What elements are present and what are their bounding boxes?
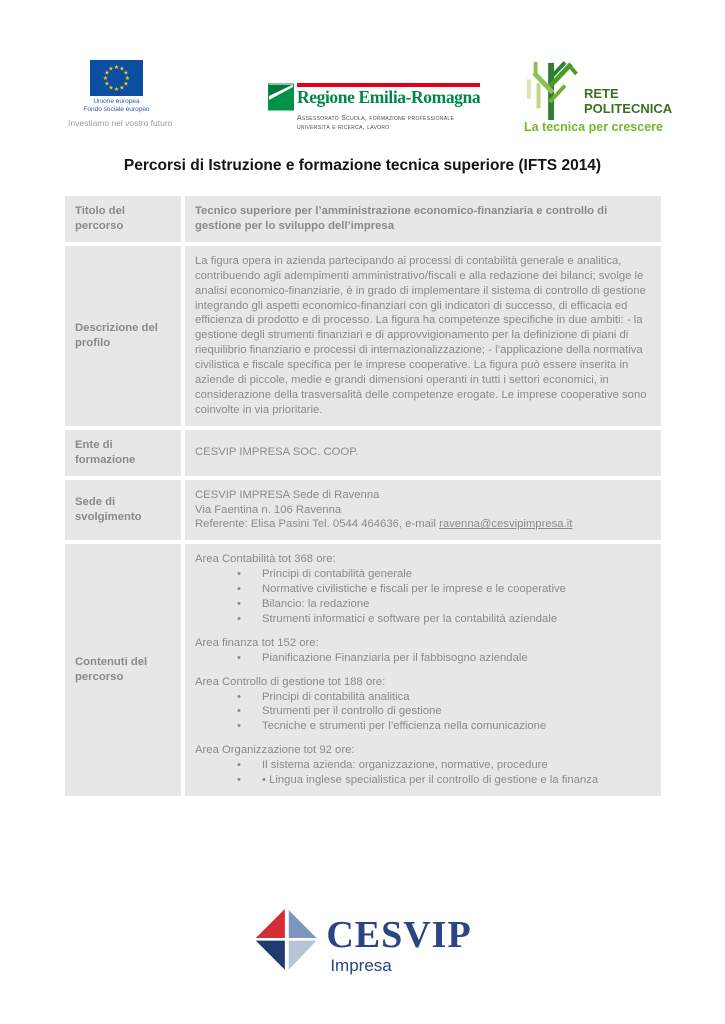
eu-caption-line1: Unione europea bbox=[93, 98, 140, 105]
regione-department bbox=[297, 114, 480, 133]
svg-text:★: ★ bbox=[123, 69, 129, 77]
sede-line1: CESVIP IMPRESA Sede di Ravenna bbox=[195, 488, 380, 501]
svg-text:★: ★ bbox=[119, 84, 125, 92]
svg-text:★: ★ bbox=[124, 75, 131, 82]
content-section-contabilita bbox=[195, 552, 651, 627]
svg-text:★: ★ bbox=[123, 80, 129, 88]
eu-flag-icon bbox=[90, 60, 143, 96]
list-item: • Tecniche e strumenti per l’efficienza nella comunicazione bbox=[195, 719, 651, 734]
svg-text:★: ★ bbox=[102, 75, 109, 82]
eu-logo bbox=[68, 60, 228, 128]
regione-logo bbox=[268, 83, 480, 133]
cesvip-brand-text: CESVIP bbox=[326, 914, 472, 956]
list-item: • • Lingua inglese specialistica per il controllo di gestione e la finanza bbox=[195, 773, 651, 788]
section-heading: Area finanza tot 152 ore: bbox=[195, 636, 319, 649]
row-value-ente: CESVIP IMPRESA SOC. COOP. bbox=[185, 430, 661, 476]
eu-tagline: Investiamo nel vostro futuro bbox=[68, 117, 173, 128]
rete-politecnica-name bbox=[584, 87, 672, 116]
table-row-contenuti bbox=[65, 544, 661, 796]
rete-politecnica-logo bbox=[524, 56, 674, 134]
email-link[interactable]: ravenna@cesvipimpresa.it bbox=[439, 518, 573, 531]
list-item: • Bilancio: la redazione bbox=[195, 597, 651, 612]
section-heading: Area Organizzazione tot 92 ore: bbox=[195, 744, 355, 757]
svg-text:★: ★ bbox=[108, 84, 114, 92]
row-value-titolo: Tecnico superiore per l’amministrazione economico-finanziaria e controllo di gestione per lo sviluppo dell’impresa bbox=[185, 196, 661, 242]
row-label-titolo: Titolo del percorso bbox=[65, 196, 181, 242]
sede-line3-prefix: Referente: Elisa Pasini Tel. 0544 464636, e-mail bbox=[195, 518, 440, 531]
cesvip-logo bbox=[253, 903, 471, 977]
list-item: • Principi di contabilità analitica bbox=[195, 690, 651, 705]
content-section-controllo bbox=[195, 675, 651, 735]
list-item: • Strumenti per il controllo di gestione bbox=[195, 704, 651, 719]
svg-text:★: ★ bbox=[104, 80, 110, 88]
row-value-sede bbox=[185, 480, 661, 541]
regione-dept-line2: università e ricerca, lavoro bbox=[297, 124, 390, 132]
section-heading: Area Controllo di gestione tot 188 ore: bbox=[195, 675, 386, 688]
svg-text:★: ★ bbox=[108, 65, 114, 73]
svg-text:★: ★ bbox=[119, 65, 125, 73]
row-value-contenuti bbox=[185, 544, 661, 796]
row-label-contenuti: Contenuti del percorso bbox=[65, 544, 181, 796]
rete-name-line1: RETE bbox=[584, 86, 619, 102]
table-row-titolo bbox=[65, 196, 661, 242]
row-value-descrizione: La figura opera in azienda partecipando ai processi di contabilità generale e analitica, contribuendo agli adempimenti amministrativo/fiscali e alla redazione dei bilanci; svolge le analisi economico-finanziarie, è in grado di implementare il sistema di controllo di gestione integrando gli aspetti economico-finanziari con gli indicatori di successo, di efficacia ed efficienza di prodotto e di processo. La figura ha competenze specifiche in due ambiti: - la gestione degli strumenti finanziari e di approvvigionamento per la definizione di piani di riequilibrio finanziario e processi di internazionalizzazione; - l’applicazione della normativa civilistica e fiscale specifica per le imprese cooperative. La figura può essere inserita in aziende di piccole, medie e grandi dimensioni operanti in tutti i settori economici, in considerazione della trasversalità delle competenze erogate. Le imprese cooperative sono coinvolte in via prioritarie. bbox=[185, 246, 661, 426]
rete-name-line2: POLITECNICA bbox=[584, 100, 673, 116]
svg-text:★: ★ bbox=[113, 86, 120, 93]
rete-politecnica-tree-icon bbox=[524, 56, 582, 120]
list-item: • Principi di contabilità generale bbox=[195, 567, 651, 582]
svg-text:★: ★ bbox=[113, 64, 120, 71]
list-item: • Normative civilistiche e fiscali per le imprese e le cooperative bbox=[195, 582, 651, 597]
cesvip-brand-sub-text: Impresa bbox=[330, 956, 392, 975]
list-item: • Il sistema azienda: organizzazione, normative, procedure bbox=[195, 758, 651, 773]
sede-line2: Via Faentina n. 106 Ravenna bbox=[195, 503, 342, 516]
content-section-organizzazione bbox=[195, 743, 651, 788]
section-heading: Area Contabilità tot 368 ore: bbox=[195, 553, 336, 566]
table-row-descrizione bbox=[65, 246, 661, 426]
rete-politecnica-tagline: La tecnica per crescere bbox=[524, 120, 663, 134]
regione-emilia-romagna-icon bbox=[268, 83, 294, 111]
eu-caption-line2: Fondo sociale europeo bbox=[83, 106, 150, 114]
content-section-finanza bbox=[195, 636, 651, 666]
regione-wordmark: Regione Emilia-Romagna bbox=[297, 87, 481, 107]
regione-dept-line1: Assessorato Scuola, formazione professionale bbox=[297, 115, 455, 122]
row-label-ente: Ente di formazione bbox=[65, 430, 181, 476]
cesvip-diamond-icon bbox=[253, 903, 319, 977]
table-row-ente bbox=[65, 430, 661, 476]
page-title: Percorsi di Istruzione e formazione tecnica superiore (IFTS 2014) bbox=[123, 157, 602, 174]
info-table bbox=[61, 192, 665, 800]
row-label-descrizione: Descrizione del profilo bbox=[65, 246, 181, 426]
eu-caption bbox=[68, 98, 165, 115]
list-item: • Strumenti informatici e software per la contabilità aziendale bbox=[195, 612, 651, 627]
table-row-sede bbox=[65, 480, 661, 541]
row-label-sede: Sede di svolgimento bbox=[65, 480, 181, 541]
list-item: • Pianificazione Finanziaria per il fabbisogno aziendale bbox=[195, 651, 651, 666]
svg-text:★: ★ bbox=[104, 69, 110, 77]
